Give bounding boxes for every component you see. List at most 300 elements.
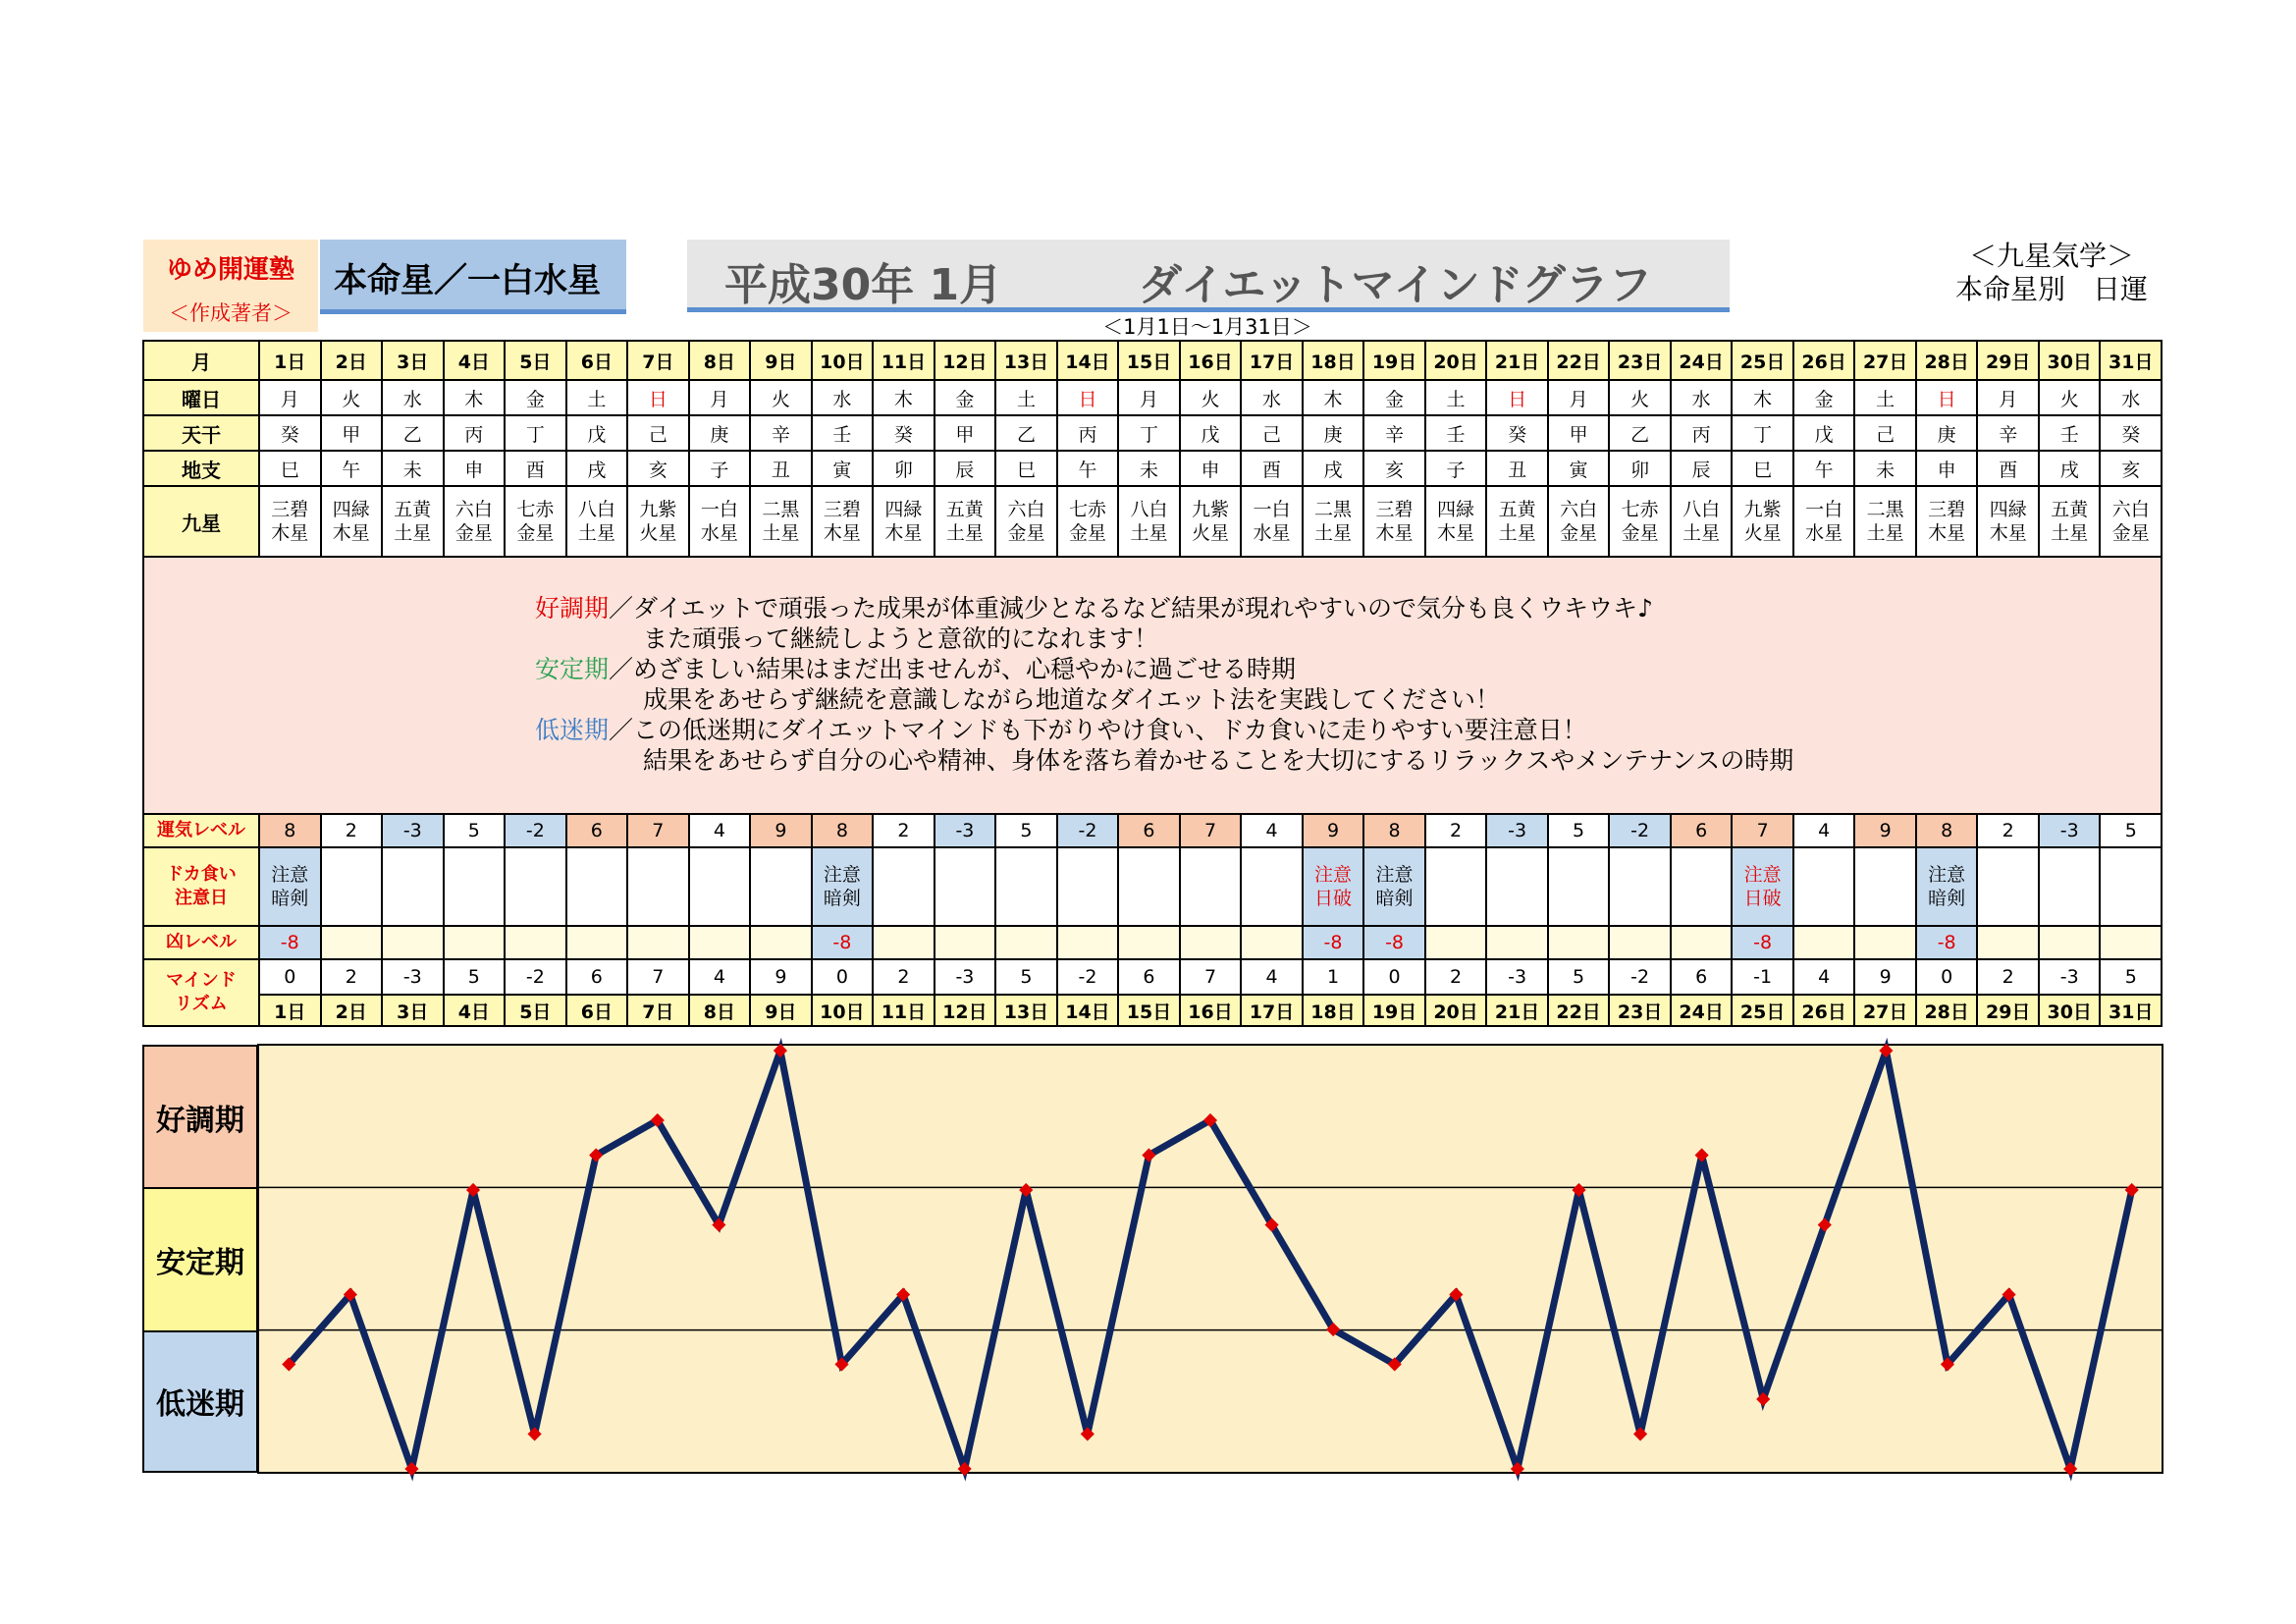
tenkan-cell: 辛 — [1977, 415, 2039, 451]
low-period-label: 低迷期 — [535, 716, 610, 744]
tenkan-cell: 庚 — [689, 415, 751, 451]
weekday-cell: 日 — [1486, 380, 1548, 415]
weekday-cell: 木 — [1732, 380, 1793, 415]
cell-line-1: 二黒 — [762, 499, 800, 520]
mind-cell: 7 — [1180, 959, 1242, 995]
unki-cell: 2 — [873, 814, 934, 847]
kyusei-cell — [873, 486, 934, 557]
dokagui-cell — [1118, 847, 1180, 926]
chishi-cell: 巳 — [1732, 451, 1793, 486]
chart-plot — [258, 1045, 2163, 1473]
day-footer: 17日 — [1241, 995, 1303, 1026]
dokagui-cell — [1486, 847, 1548, 926]
cell-line-1: 九紫 — [1743, 499, 1782, 520]
dokagui-cell — [934, 847, 996, 926]
cell-line-1: 九紫 — [1191, 499, 1229, 520]
unki-cell: 2 — [1977, 814, 2039, 847]
cell-line-2: 木星 — [884, 522, 923, 544]
kyusei-cell — [1793, 486, 1855, 557]
chishi-cell: 寅 — [812, 451, 874, 486]
tenkan-cell: 癸 — [2100, 415, 2162, 451]
weekday-cell: 木 — [873, 380, 934, 415]
day-header: 7日 — [627, 341, 689, 380]
day-footer: 23日 — [1609, 995, 1671, 1026]
mind-cell: 0 — [259, 959, 321, 995]
kyusei-cell — [1854, 486, 1916, 557]
mind-cell: 0 — [1363, 959, 1425, 995]
chishi-cell: 申 — [1180, 451, 1242, 486]
calendar-table — [142, 340, 2163, 1027]
day-footer: 19日 — [1363, 995, 1425, 1026]
chishi-cell: 子 — [689, 451, 751, 486]
weekday-cell: 月 — [1118, 380, 1180, 415]
day-header: 8日 — [689, 341, 751, 380]
dokagui-cell — [1363, 847, 1425, 926]
weekday-cell: 金 — [934, 380, 996, 415]
day-footer: 12日 — [934, 995, 996, 1026]
cell-line-2: 木星 — [1375, 522, 1414, 544]
chishi-cell: 子 — [1425, 451, 1487, 486]
cell-line-2: 暗剣 — [1375, 888, 1414, 909]
unki-cell: 2 — [1425, 814, 1487, 847]
day-header: 19日 — [1363, 341, 1425, 380]
unki-cell: -3 — [2039, 814, 2101, 847]
low-period-text-2: 結果をあせらず自分の心や精神、身体を落ち着かせることを大切にするリラックスやメンテナンスの時期 — [643, 746, 1794, 775]
weekday-cell: 日 — [1916, 380, 1978, 415]
cell-line-2: 木星 — [332, 522, 370, 544]
kyusei-cell — [812, 486, 874, 557]
weekday-cell: 月 — [689, 380, 751, 415]
unki-cell: -2 — [505, 814, 566, 847]
weekday-cell: 木 — [1303, 380, 1364, 415]
zone-label-stable: 安定期 — [142, 1187, 258, 1331]
cell-line-2: 金星 — [454, 522, 493, 544]
kyo-cell — [689, 926, 751, 959]
day-header: 22日 — [1548, 341, 1610, 380]
kyo-cell — [1241, 926, 1303, 959]
dokagui-cell — [321, 847, 383, 926]
cell-line-2: 土星 — [762, 522, 800, 544]
unki-cell: 4 — [1241, 814, 1303, 847]
weekday-cell: 日 — [627, 380, 689, 415]
weekday-cell: 金 — [1793, 380, 1855, 415]
cell-line-1: 四緑 — [1989, 499, 2027, 520]
cell-line-1: 注意 — [271, 864, 309, 886]
day-header: 10日 — [812, 341, 874, 380]
unki-cell: 9 — [750, 814, 812, 847]
day-footer: 2日 — [321, 995, 383, 1026]
row-label-chishi: 地支 — [143, 451, 259, 486]
kyusei-cell — [1671, 486, 1733, 557]
kyo-cell: -8 — [812, 926, 874, 959]
chishi-cell: 卯 — [1609, 451, 1671, 486]
tenkan-cell: 庚 — [1303, 415, 1364, 451]
mind-label-2: リズム — [175, 994, 228, 1014]
mind-cell: 5 — [444, 959, 506, 995]
chishi-cell: 酉 — [1241, 451, 1303, 486]
cell-line-1: 五黄 — [945, 499, 984, 520]
day-footer: 9日 — [750, 995, 812, 1026]
dokagui-cell — [1057, 847, 1119, 926]
kyusei-cell — [995, 486, 1057, 557]
low-period-text: ／この低迷期にダイエットマインドも下がりやけ食い、ドカ食いに走りやすい要注意日！ — [609, 716, 1587, 744]
cell-line-2: 金星 — [1560, 522, 1598, 544]
description-box — [143, 557, 2162, 814]
dokagui-cell — [1793, 847, 1855, 926]
mind-cell: 0 — [812, 959, 874, 995]
unki-cell: -2 — [1057, 814, 1119, 847]
cell-line-1: 八白 — [577, 499, 615, 520]
tenkan-cell: 壬 — [2039, 415, 2101, 451]
cell-line-2: 木星 — [1928, 522, 1966, 544]
chishi-cell: 未 — [1118, 451, 1180, 486]
dokagui-cell — [1425, 847, 1487, 926]
chishi-cell: 未 — [382, 451, 444, 486]
mind-cell: 6 — [566, 959, 628, 995]
kyusei-cell — [1916, 486, 1978, 557]
row-label-tenkan: 天干 — [143, 415, 259, 451]
unki-cell: 9 — [1303, 814, 1364, 847]
cell-line-2: 木星 — [1989, 522, 2027, 544]
chishi-cell: 戌 — [1303, 451, 1364, 486]
kyusei-cell — [566, 486, 628, 557]
kyo-cell — [1425, 926, 1487, 959]
kyusei-cell — [2100, 486, 2162, 557]
kyo-cell — [505, 926, 566, 959]
cell-line-2: 土星 — [1130, 522, 1168, 544]
tenkan-cell: 戊 — [1793, 415, 1855, 451]
row-label-month: 月 — [143, 341, 259, 380]
unki-cell: 7 — [627, 814, 689, 847]
cell-line-2: 水星 — [1253, 522, 1291, 544]
day-header: 28日 — [1916, 341, 1978, 380]
tenkan-cell: 己 — [627, 415, 689, 451]
row-label-kyusei: 九星 — [143, 486, 259, 557]
tenkan-cell: 戊 — [566, 415, 628, 451]
day-header: 1日 — [259, 341, 321, 380]
kyo-cell: -8 — [1363, 926, 1425, 959]
plot-background — [258, 1045, 2163, 1473]
cell-line-2: 水星 — [700, 522, 738, 544]
day-footer: 10日 — [812, 995, 874, 1026]
weekday-cell: 月 — [1977, 380, 2039, 415]
chishi-cell: 亥 — [627, 451, 689, 486]
unki-cell: 6 — [1671, 814, 1733, 847]
kyusei-cell — [1241, 486, 1303, 557]
unki-cell: 5 — [1548, 814, 1610, 847]
author-name: ゆめ開運塾 — [166, 255, 294, 285]
tenkan-cell: 甲 — [1548, 415, 1610, 451]
day-footer: 6日 — [566, 995, 628, 1026]
weekday-cell: 火 — [1609, 380, 1671, 415]
cell-line-1: 七赤 — [1621, 499, 1659, 520]
dokagui-cell — [1916, 847, 1978, 926]
title-date: 平成30年 1月 — [724, 260, 1003, 310]
dokagui-cell — [627, 847, 689, 926]
weekday-cell: 水 — [1241, 380, 1303, 415]
dokagui-cell — [2100, 847, 2162, 926]
weekday-cell: 土 — [995, 380, 1057, 415]
unki-cell: 8 — [812, 814, 874, 847]
mind-cell: 4 — [1793, 959, 1855, 995]
chishi-cell: 丑 — [1486, 451, 1548, 486]
dokagui-cell — [382, 847, 444, 926]
mind-cell: 6 — [1118, 959, 1180, 995]
chishi-cell: 未 — [1854, 451, 1916, 486]
chishi-cell: 丑 — [750, 451, 812, 486]
unki-cell: 9 — [1854, 814, 1916, 847]
kyusei-cell — [444, 486, 506, 557]
good-period-text-2: また頑張って継続しようと意欲的になれます！ — [643, 624, 1159, 653]
chishi-cell: 巳 — [259, 451, 321, 486]
weekday-cell: 火 — [750, 380, 812, 415]
cell-line-2: 日破 — [1314, 888, 1353, 909]
kyo-cell: -8 — [1732, 926, 1793, 959]
dokagui-cell — [873, 847, 934, 926]
day-header: 6日 — [566, 341, 628, 380]
chishi-cell: 申 — [444, 451, 506, 486]
cell-line-2: 水星 — [1805, 522, 1843, 544]
tenkan-cell: 壬 — [812, 415, 874, 451]
weekday-cell: 木 — [444, 380, 506, 415]
mind-cell: 4 — [1241, 959, 1303, 995]
cell-line-2: 火星 — [639, 522, 677, 544]
day-header: 5日 — [505, 341, 566, 380]
dokagui-cell — [444, 847, 506, 926]
cell-line-1: 三碧 — [1375, 499, 1414, 520]
kyusei-cell — [382, 486, 444, 557]
cell-line-2: 金星 — [1007, 522, 1045, 544]
chishi-cell: 辰 — [1671, 451, 1733, 486]
kyo-cell — [1180, 926, 1242, 959]
cell-line-1: 二黒 — [1314, 499, 1353, 520]
day-footer: 3日 — [382, 995, 444, 1026]
mind-rhythm-chart — [142, 1045, 2163, 1473]
unki-cell: 6 — [1118, 814, 1180, 847]
row-label-mind — [143, 959, 259, 1026]
mind-cell: -2 — [1057, 959, 1119, 995]
day-header: 25日 — [1732, 341, 1793, 380]
mind-cell: -3 — [2039, 959, 2101, 995]
cell-line-1: 八白 — [1682, 499, 1721, 520]
kyo-cell — [1671, 926, 1733, 959]
cell-line-1: 三碧 — [271, 499, 309, 520]
dokagui-cell — [1732, 847, 1793, 926]
kyo-cell — [1057, 926, 1119, 959]
chishi-cell: 酉 — [505, 451, 566, 486]
title-banner — [687, 240, 1730, 312]
unki-cell: -2 — [1609, 814, 1671, 847]
tenkan-cell: 丁 — [1732, 415, 1793, 451]
unki-cell: 6 — [566, 814, 628, 847]
chishi-cell: 卯 — [873, 451, 934, 486]
kyo-cell — [1118, 926, 1180, 959]
unki-cell: 8 — [1916, 814, 1978, 847]
dokagui-label-2: 注意日 — [175, 888, 228, 908]
unki-cell: 2 — [321, 814, 383, 847]
kyusei-cell — [1548, 486, 1610, 557]
cell-line-2: 暗剣 — [1928, 888, 1966, 909]
tenkan-cell: 癸 — [873, 415, 934, 451]
cell-line-2: 土星 — [2051, 522, 2089, 544]
day-header: 9日 — [750, 341, 812, 380]
cell-line-2: 金星 — [1621, 522, 1659, 544]
cell-line-1: 三碧 — [1928, 499, 1966, 520]
day-footer: 15日 — [1118, 995, 1180, 1026]
dokagui-cell — [689, 847, 751, 926]
kyo-cell — [321, 926, 383, 959]
dokagui-cell — [1180, 847, 1242, 926]
dokagui-label-1: ドカ食い — [166, 864, 237, 885]
mind-cell: 2 — [873, 959, 934, 995]
cell-line-2: 金星 — [1068, 522, 1106, 544]
tenkan-cell: 戊 — [1180, 415, 1242, 451]
cell-line-1: 五黄 — [2051, 499, 2089, 520]
kyo-cell — [873, 926, 934, 959]
system-title — [1904, 240, 2199, 306]
stable-period-text-2: 成果をあせらず継続を意識しながら地道なダイエット法を実践してください！ — [643, 685, 1501, 714]
mind-cell: 5 — [995, 959, 1057, 995]
chishi-cell: 午 — [1793, 451, 1855, 486]
weekday-cell: 火 — [1180, 380, 1242, 415]
chishi-cell: 戌 — [2039, 451, 2101, 486]
row-label-unki: 運気レベル — [143, 814, 259, 847]
weekday-cell: 水 — [812, 380, 874, 415]
weekday-cell: 金 — [1363, 380, 1425, 415]
dokagui-cell — [1303, 847, 1364, 926]
day-header: 17日 — [1241, 341, 1303, 380]
cell-line-1: 五黄 — [1498, 499, 1536, 520]
kyo-cell — [627, 926, 689, 959]
mind-cell: -2 — [1609, 959, 1671, 995]
kyusei-cell — [689, 486, 751, 557]
day-footer: 5日 — [505, 995, 566, 1026]
kyo-cell: -8 — [259, 926, 321, 959]
dokagui-cell — [1854, 847, 1916, 926]
mind-cell: 2 — [1977, 959, 2039, 995]
dokagui-cell — [1671, 847, 1733, 926]
day-header: 12日 — [934, 341, 996, 380]
kyusei-cell — [1363, 486, 1425, 557]
day-footer: 4日 — [444, 995, 506, 1026]
mind-cell: -1 — [1732, 959, 1793, 995]
dokagui-cell — [1241, 847, 1303, 926]
kyusei-cell — [259, 486, 321, 557]
kyo-cell — [444, 926, 506, 959]
cell-line-2: 土星 — [1682, 522, 1721, 544]
cell-line-1: 八白 — [1130, 499, 1168, 520]
day-footer: 27日 — [1854, 995, 1916, 1026]
kyo-cell — [1609, 926, 1671, 959]
cell-line-2: 木星 — [271, 522, 309, 544]
chishi-cell: 亥 — [2100, 451, 2162, 486]
tenkan-cell: 甲 — [934, 415, 996, 451]
mind-cell: 0 — [1916, 959, 1978, 995]
day-footer: 14日 — [1057, 995, 1119, 1026]
kyusei-cell — [750, 486, 812, 557]
row-label-weekday: 曜日 — [143, 380, 259, 415]
mind-cell: -2 — [505, 959, 566, 995]
mind-cell: -3 — [934, 959, 996, 995]
weekday-cell: 月 — [259, 380, 321, 415]
kyo-cell: -8 — [1303, 926, 1364, 959]
tenkan-cell: 癸 — [1486, 415, 1548, 451]
cell-line-2: 金星 — [2111, 522, 2150, 544]
kyo-cell — [1486, 926, 1548, 959]
day-footer: 29日 — [1977, 995, 2039, 1026]
day-footer: 30日 — [2039, 995, 2101, 1026]
dokagui-cell — [259, 847, 321, 926]
cell-line-1: 六白 — [2111, 499, 2150, 520]
zone-label-good: 好調期 — [142, 1045, 258, 1189]
tenkan-cell: 乙 — [995, 415, 1057, 451]
cell-line-1: 七赤 — [1068, 499, 1106, 520]
weekday-cell: 金 — [505, 380, 566, 415]
cell-line-1: 一白 — [1253, 499, 1291, 520]
row-label-dokagui — [143, 847, 259, 926]
tenkan-cell: 丙 — [1671, 415, 1733, 451]
cell-line-2: 金星 — [516, 522, 555, 544]
kyo-cell — [934, 926, 996, 959]
mind-cell: -3 — [382, 959, 444, 995]
unki-cell: 7 — [1732, 814, 1793, 847]
day-footer: 7日 — [627, 995, 689, 1026]
kyusei-cell — [1732, 486, 1793, 557]
good-period-label: 好調期 — [535, 594, 610, 623]
good-period-text: ／ダイエットで頑張った成果が体重減少となるなど結果が現れやすいので気分も良くウキウキ♪ — [609, 594, 1653, 623]
day-header: 26日 — [1793, 341, 1855, 380]
cell-line-1: 注意 — [1928, 864, 1966, 886]
kyusei-cell — [1486, 486, 1548, 557]
chishi-cell: 酉 — [1977, 451, 2039, 486]
row-label-kyo: 凶レベル — [143, 926, 259, 959]
kyo-cell — [2039, 926, 2101, 959]
dokagui-cell — [505, 847, 566, 926]
kyusei-cell — [1118, 486, 1180, 557]
cell-line-1: 六白 — [1560, 499, 1598, 520]
mind-cell: 2 — [321, 959, 383, 995]
cell-line-2: 暗剣 — [823, 888, 861, 909]
day-header: 4日 — [444, 341, 506, 380]
tenkan-cell: 己 — [1854, 415, 1916, 451]
cell-line-1: 一白 — [700, 499, 738, 520]
day-footer: 13日 — [995, 995, 1057, 1026]
kyusei-cell — [321, 486, 383, 557]
kyo-cell — [382, 926, 444, 959]
day-footer: 28日 — [1916, 995, 1978, 1026]
cell-line-1: 四緑 — [1437, 499, 1475, 520]
kyusei-cell — [1425, 486, 1487, 557]
chishi-cell: 午 — [1057, 451, 1119, 486]
day-footer: 20日 — [1425, 995, 1487, 1026]
cell-line-2: 日破 — [1743, 888, 1782, 909]
chishi-cell: 申 — [1916, 451, 1978, 486]
weekday-cell: 水 — [382, 380, 444, 415]
cell-line-1: 注意 — [1743, 864, 1782, 886]
weekday-cell: 土 — [566, 380, 628, 415]
cell-line-1: 九紫 — [639, 499, 677, 520]
chishi-cell: 巳 — [995, 451, 1057, 486]
unki-cell: 8 — [259, 814, 321, 847]
cell-line-1: 三碧 — [823, 499, 861, 520]
day-header: 23日 — [1609, 341, 1671, 380]
weekday-cell: 日 — [1057, 380, 1119, 415]
tenkan-cell: 辛 — [750, 415, 812, 451]
day-footer: 22日 — [1548, 995, 1610, 1026]
weekday-cell: 土 — [1425, 380, 1487, 415]
tenkan-cell: 壬 — [1425, 415, 1487, 451]
day-footer: 18日 — [1303, 995, 1364, 1026]
